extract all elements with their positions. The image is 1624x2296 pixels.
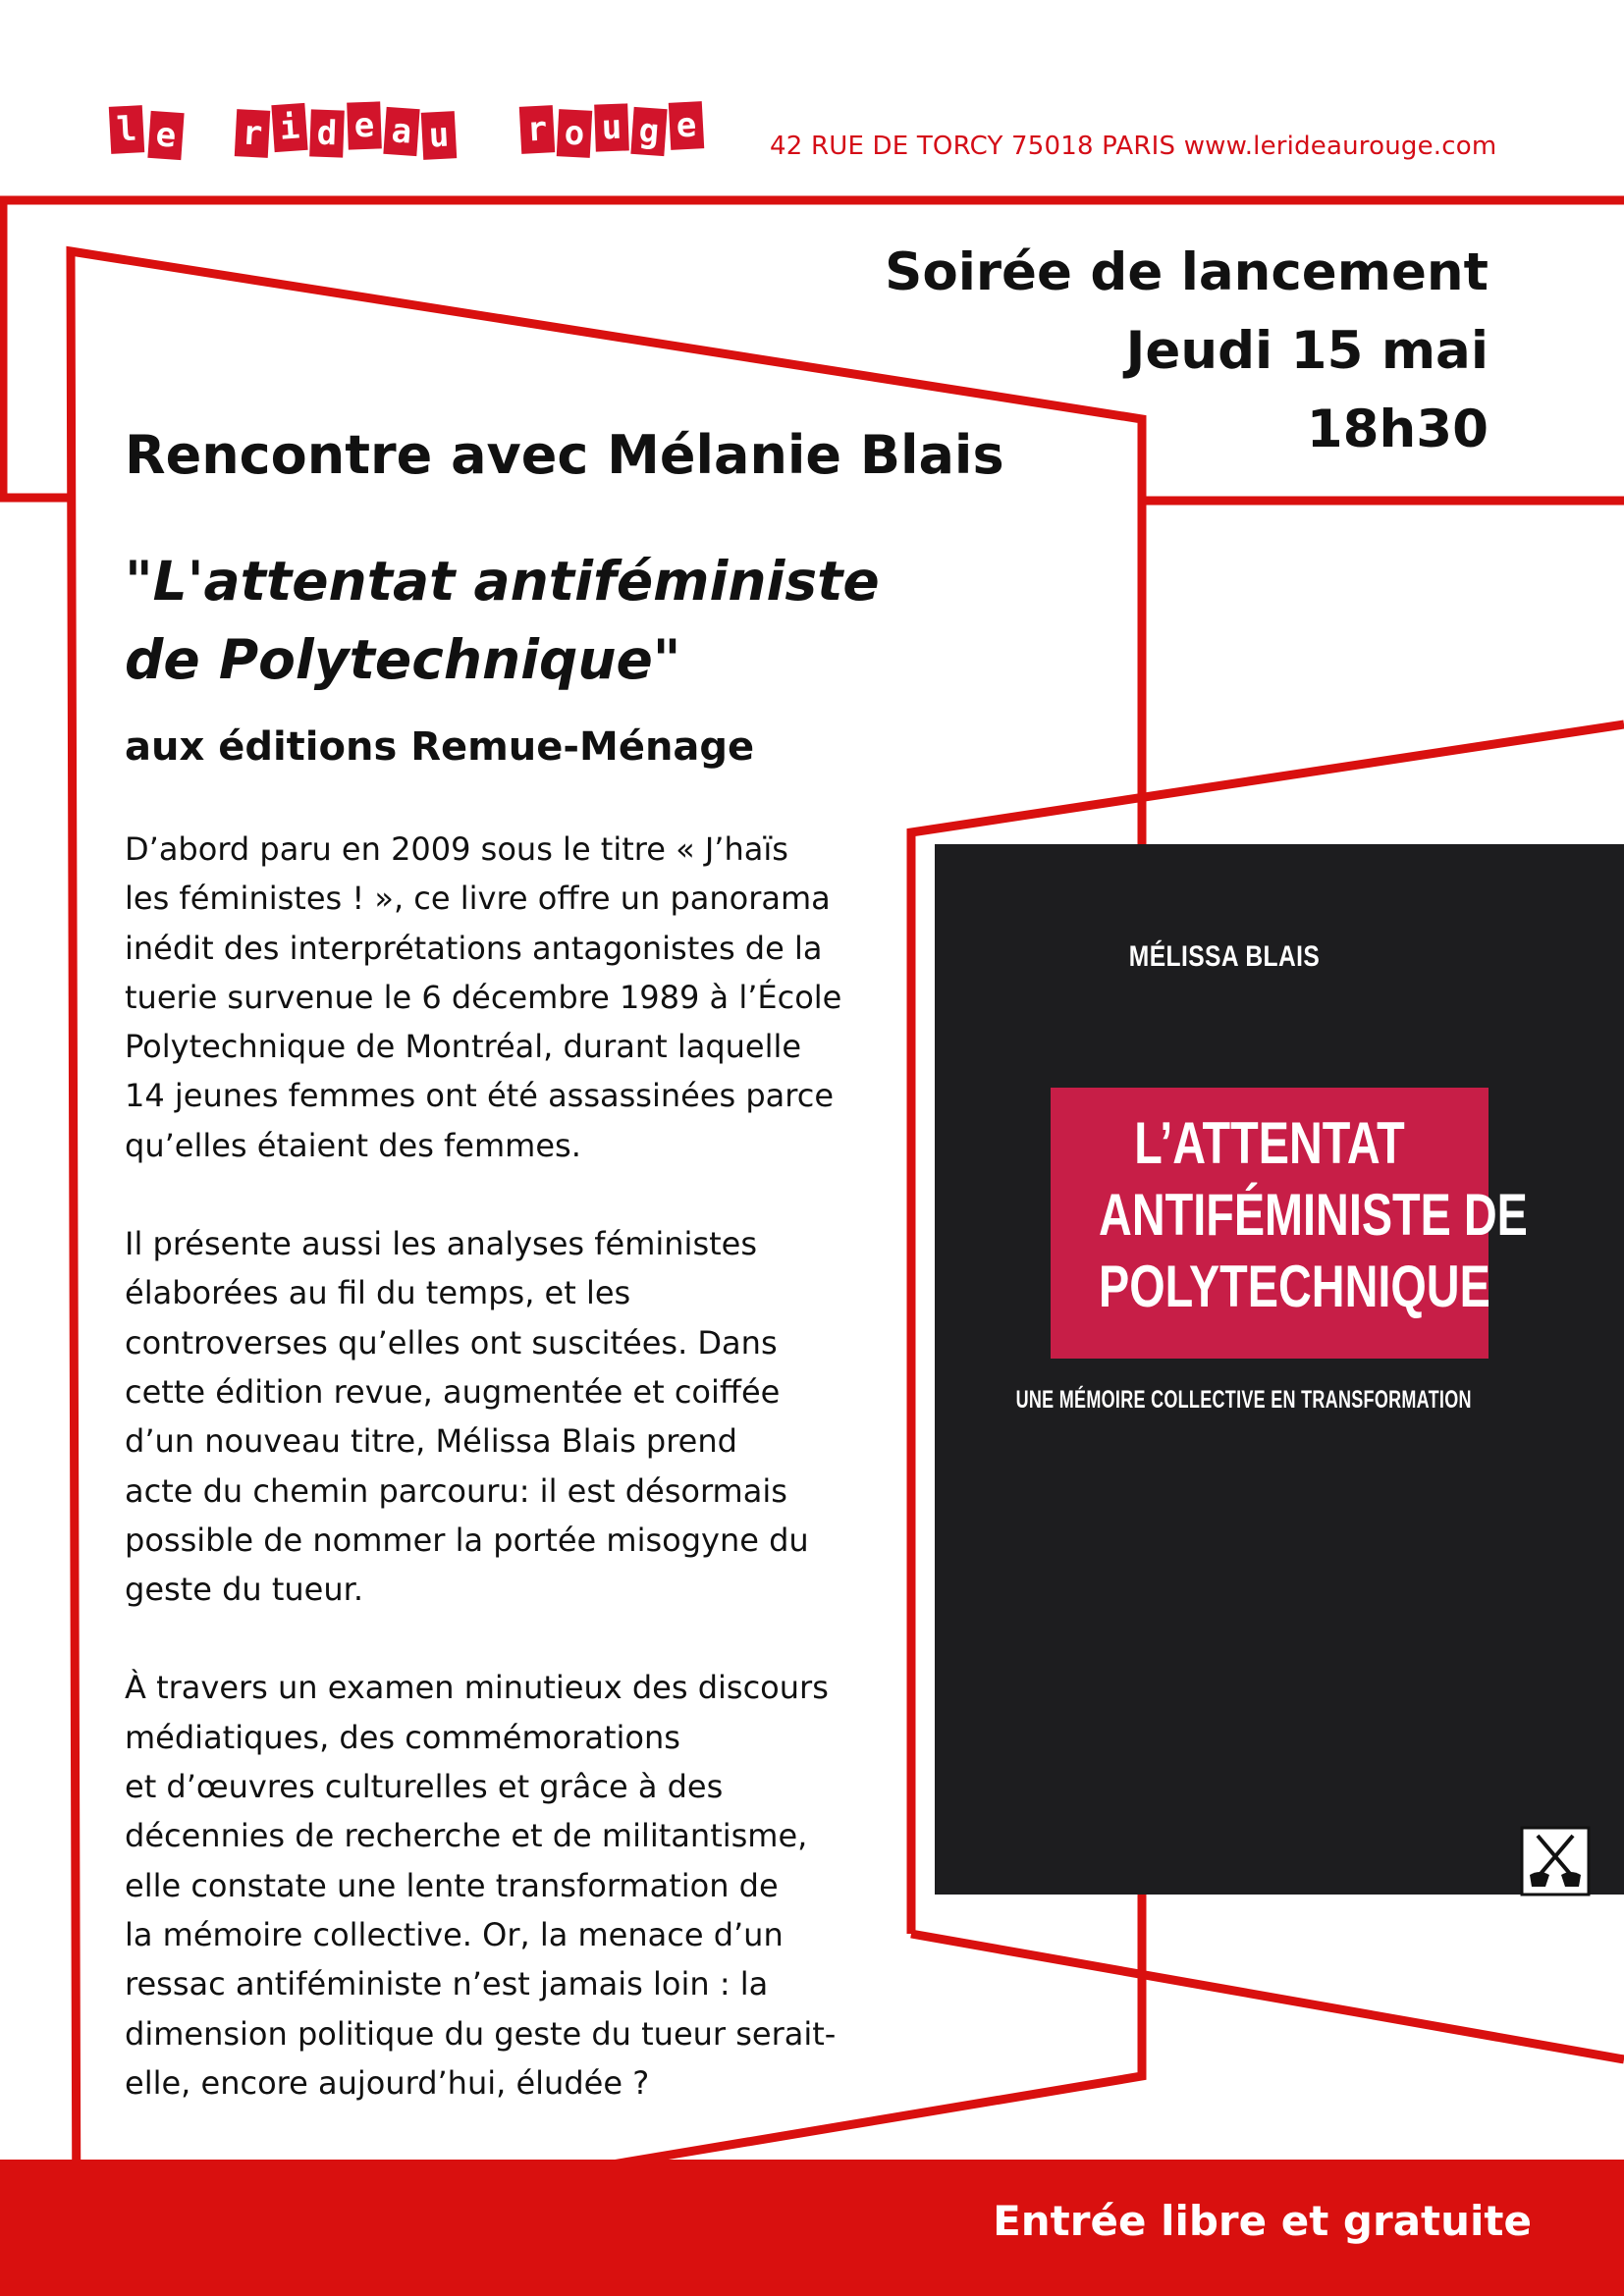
cover-subtitle: UNE MÉMOIRE COLLECTIVE EN TRANSFORMATION bbox=[1015, 1386, 1472, 1414]
book-description bbox=[125, 825, 891, 2157]
meeting-heading: Rencontre avec Mélanie Blais bbox=[125, 424, 1004, 486]
frame-book-bottom bbox=[911, 1934, 1624, 2059]
logo-letter-tile: r bbox=[235, 109, 270, 158]
event-date: Jeudi 15 mai bbox=[1125, 321, 1489, 381]
description-paragraph-3: À travers un examen minutieux des discours médiatiques, des commémorations et d’œuvres culturelles et grâce à des décennies de recherche et de militantisme, elle constate une lente transformation de la mémoire collective. Or, la menace d’un ressac antiféministe n’est jamais loin : la dimension politique du geste du tueur serait- elle, encore aujourd’hui, éludée ? bbox=[125, 1669, 837, 2102]
cover-title-line: POLYTECHNIQUE bbox=[1099, 1254, 1490, 1319]
book-cover bbox=[935, 844, 1624, 1895]
logo-letter-tile: e bbox=[669, 101, 704, 150]
logo-letter-tile: e bbox=[147, 111, 184, 160]
logo-letter-tile: o bbox=[557, 109, 592, 158]
venue-address: 42 RUE DE TORCY 75018 PARIS www.lerideaurouge.com bbox=[770, 132, 1497, 161]
cover-title bbox=[1099, 1107, 1528, 1322]
free-entry-notice: Entrée libre et gratuite bbox=[993, 2197, 1532, 2245]
logo-letter-tile: d bbox=[309, 109, 345, 157]
logo-letter-tile: g bbox=[630, 107, 667, 156]
rideau-rouge-logo[interactable] bbox=[110, 102, 719, 163]
logo-letter-tile: u bbox=[594, 103, 629, 151]
cover-title-line: L’ATTENTAT bbox=[1134, 1110, 1405, 1176]
crossed-brooms-icon bbox=[1520, 1826, 1591, 1896]
logo-letter-tile: r bbox=[519, 105, 555, 154]
cover-title-box bbox=[1051, 1088, 1528, 1359]
logo-letter-tile: u bbox=[421, 111, 457, 160]
description-paragraph-1: D’abord paru en 2009 sous le titre « J’haïs les féministes ! », ce livre offre un panorama inédit des interprétations antagonistes de la tuerie survenue le 6 décembre 1989 à l’École Polytechnique de Montréal, durant laquelle 14 jeunes femmes ont été assassinées parce qu’elles étaient des femmes. bbox=[125, 830, 842, 1164]
description-paragraph-2: Il présente aussi les analyses féministes élaborées au fil du temps, et les controverses qu’elles ont suscitées. Dans cette édition revue, augmentée et coiffée d’un nouveau titre, Mélissa Blais prend acte du chemin parcouru: il est désormais possible de nommer la portée misogyne du geste du tueur. bbox=[125, 1225, 809, 1609]
event-type: Soirée de lancement bbox=[885, 242, 1489, 302]
cover-author: MÉLISSA BLAIS bbox=[1128, 940, 1321, 973]
logo-letter-tile: l bbox=[109, 105, 144, 154]
publisher-line: aux éditions Remue-Ménage bbox=[125, 724, 755, 770]
cover-title-line: ANTIFÉMINISTE DE bbox=[1099, 1182, 1528, 1248]
event-time: 18h30 bbox=[1306, 400, 1489, 459]
logo-letter-tile: a bbox=[383, 107, 419, 156]
logo-letter-tile: e bbox=[347, 101, 382, 149]
book-title-heading: "L'attentat antiféministe de Polytechnique" bbox=[125, 550, 880, 691]
logo-letter-tile: i bbox=[271, 103, 307, 152]
